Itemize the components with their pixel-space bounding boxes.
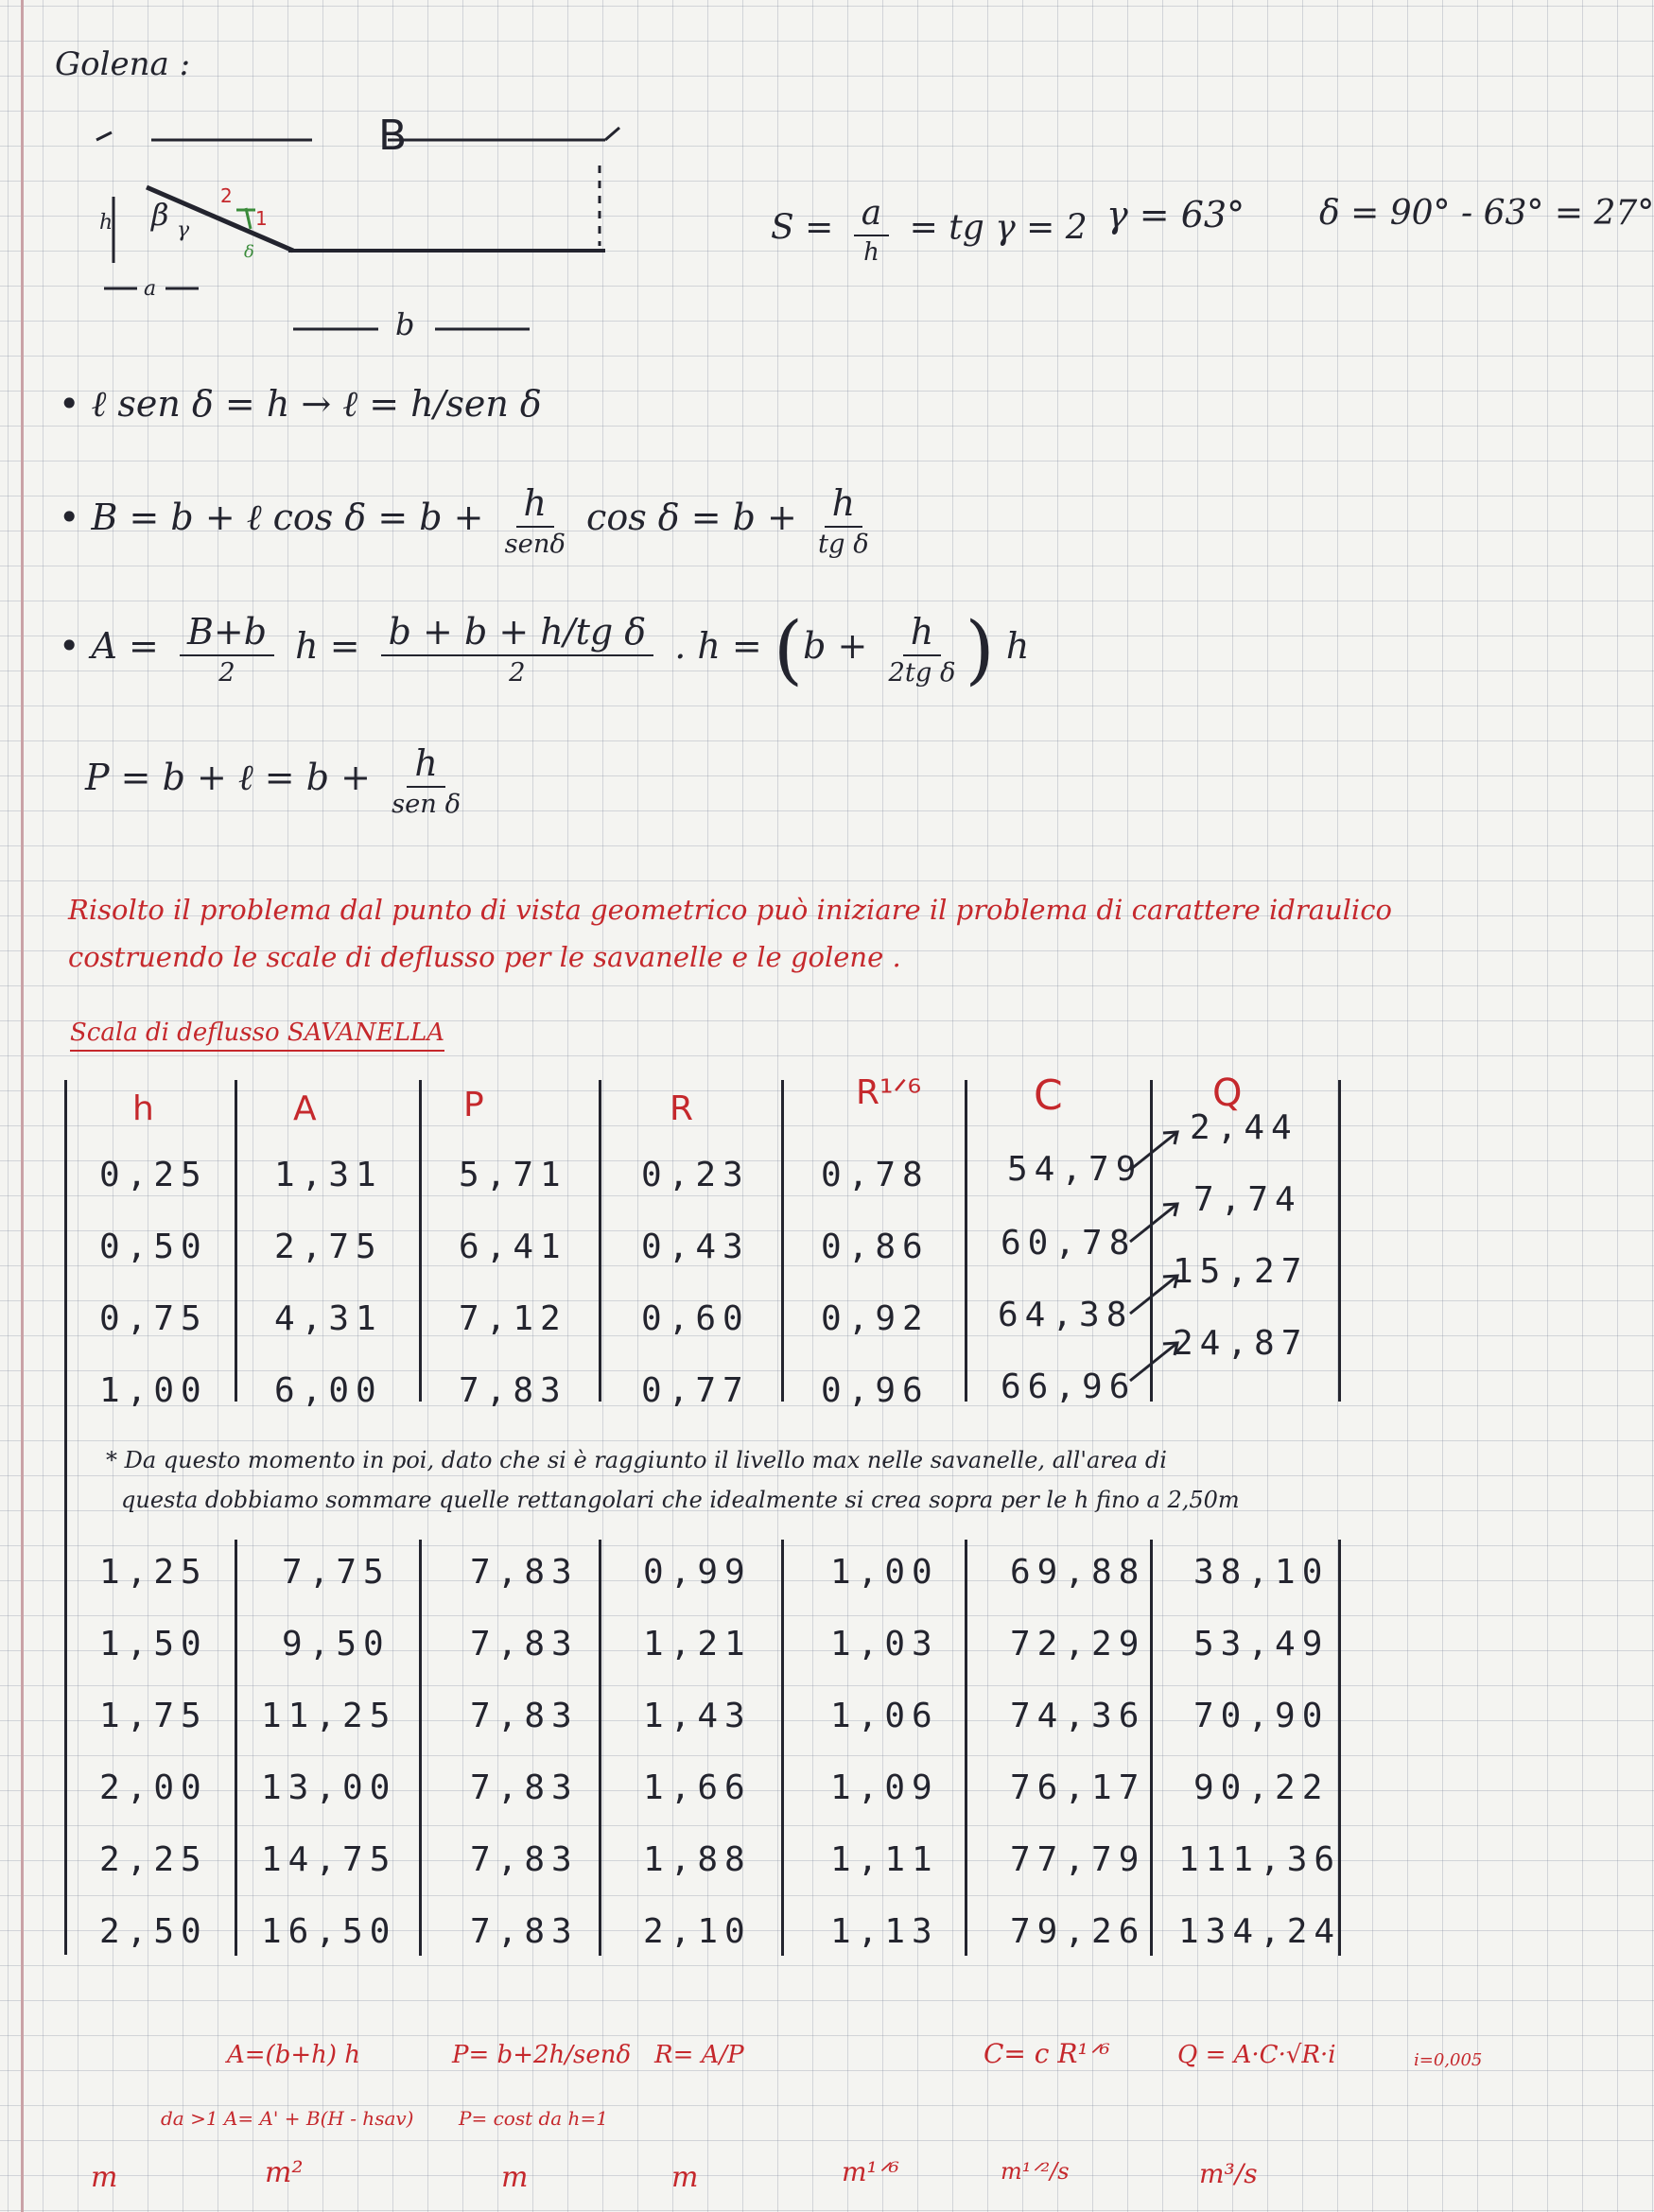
cell-r8-P: 7,83 [470, 1840, 579, 1879]
formula-A-frac2 [381, 611, 653, 688]
diagram-label-b: b [395, 306, 415, 342]
unit-R: m [671, 2161, 699, 2194]
footer-formula-Q: Q = A·C·√R·i [1177, 2041, 1336, 2069]
table-line-4b [781, 1540, 784, 1956]
diagram-label-h: h [99, 211, 113, 235]
header-P: P [463, 1086, 484, 1124]
cell-r8-h: 2,25 [99, 1840, 208, 1879]
relation-s-den: h [863, 238, 879, 267]
cell-r9-A: 16,50 [261, 1912, 397, 1951]
table-line-4a [781, 1080, 784, 1402]
note-line-1: * Da questo momento in poi, dato che si è raggiunto il livello max nelle savanelle, all'area di [106, 1447, 1167, 1473]
footer-line2-area: da >1 A= A' + B(H - hsav) [161, 2107, 414, 2130]
footer-formula-R: R= A/P [654, 2041, 744, 2069]
table-line-6b [1150, 1540, 1153, 1956]
cell-r1-P: 6,41 [459, 1228, 567, 1266]
relation-s-fraction [854, 194, 889, 267]
cell-r0-R: 0,23 [641, 1156, 750, 1194]
table-line-2a [419, 1080, 422, 1402]
cell-r5-P: 7,83 [470, 1625, 579, 1663]
relation-s-lhs: S = [771, 208, 834, 248]
formula-A-paren-pre: b + [803, 625, 868, 667]
cell-r6-h: 1,75 [99, 1697, 208, 1735]
cell-r0-C: 54,79 [1007, 1150, 1143, 1189]
formula-A-part1: • A = [59, 625, 159, 667]
cell-r4-R: 0,99 [643, 1553, 752, 1592]
table-line-1b [235, 1540, 237, 1956]
cell-r1-R16: 0,86 [821, 1228, 930, 1266]
unit-A: m² [265, 2156, 304, 2189]
unit-Q: m³/s [1199, 2158, 1258, 2189]
cell-r9-Q: 134,24 [1178, 1912, 1342, 1951]
cell-r7-R16: 1,09 [830, 1768, 939, 1807]
unit-P: m [501, 2161, 529, 2194]
paren-close: ) [965, 605, 995, 693]
formula-B-frac2 [818, 482, 869, 559]
formula-P-frac [392, 742, 461, 819]
cell-r6-A: 11,25 [261, 1697, 397, 1735]
footer-slope-i: i=0,005 [1414, 2050, 1483, 2070]
cell-r1-C: 60,78 [1001, 1224, 1137, 1263]
notebook-margin-line [21, 0, 24, 2212]
cell-r2-R16: 0,92 [821, 1299, 930, 1338]
header-A: A [293, 1089, 317, 1128]
cell-r1-A: 2,75 [274, 1228, 383, 1266]
formula-B-den1: senδ [504, 530, 566, 559]
cell-r3-h: 1,00 [99, 1371, 208, 1410]
relation-s-rest: = tg γ = 2 [909, 208, 1088, 248]
cell-r3-C: 66,96 [1001, 1367, 1137, 1406]
cell-r6-Q: 70,90 [1193, 1697, 1330, 1735]
cell-r7-C: 76,17 [1010, 1768, 1146, 1807]
formula-B-part2: cos δ = b + [586, 496, 797, 538]
cell-r9-R16: 1,13 [830, 1912, 939, 1951]
cell-r7-P: 7,83 [470, 1768, 579, 1807]
formula-P-den: sen δ [392, 790, 461, 819]
formula-A-frac1 [180, 611, 274, 688]
cell-r9-C: 79,26 [1010, 1912, 1146, 1951]
cell-r3-P: 7,83 [459, 1371, 567, 1410]
table-line-5a [965, 1080, 967, 1402]
cell-r0-R16: 0,78 [821, 1156, 930, 1194]
table-line-1a [235, 1080, 237, 1402]
formula-A-den1: 2 [218, 658, 235, 688]
paren-open: ( [773, 605, 804, 693]
cell-r8-R: 1,88 [643, 1840, 752, 1879]
page-title: Golena : [55, 45, 191, 83]
b-arrow-left [96, 132, 112, 140]
diagram-label-a: a [144, 277, 157, 301]
table-line-7b [1338, 1540, 1341, 1956]
cell-r5-A: 9,50 [282, 1625, 391, 1663]
cell-r1-R: 0,43 [641, 1228, 750, 1266]
unit-R16: m¹ᐟ⁶ [842, 2156, 899, 2187]
note-line-2: questa dobbiamo sommare quelle rettangolari che idealmente si crea sopra per le h fino a 2,50m [121, 1487, 1240, 1513]
cell-r0-P: 5,71 [459, 1156, 567, 1194]
q-arrow-1 [1130, 1204, 1177, 1242]
section-title: Scala di deflusso SAVANELLA [70, 1019, 444, 1052]
cell-r2-P: 7,12 [459, 1299, 567, 1338]
diagram-label-gamma: γ [177, 218, 190, 242]
header-C: C [1034, 1071, 1063, 1120]
cell-r4-R16: 1,00 [830, 1553, 939, 1592]
cell-r5-R16: 1,03 [830, 1625, 939, 1663]
header-Q: Q [1212, 1071, 1243, 1115]
cell-r9-h: 2,50 [99, 1912, 208, 1951]
cell-r7-R: 1,66 [643, 1768, 752, 1807]
header-R: R [670, 1089, 694, 1128]
q-arrow-0 [1130, 1132, 1177, 1170]
table-line-0 [64, 1080, 67, 1955]
formula-A-den3: 2tg δ [888, 658, 956, 688]
cell-r8-R16: 1,11 [830, 1840, 939, 1879]
cell-r5-Q: 53,49 [1193, 1625, 1330, 1663]
formula-A-num1: B+b [180, 611, 274, 656]
unit-C: m¹ᐟ²/s [1001, 2158, 1070, 2185]
formula-A-num3: h [903, 611, 941, 656]
cell-r0-A: 1,31 [274, 1156, 383, 1194]
diagram-label-B: B [378, 112, 408, 160]
formula-A [59, 605, 1029, 693]
footer-formula-A: A=(b+h) h [227, 2041, 361, 2069]
cell-r5-h: 1,50 [99, 1625, 208, 1663]
cell-r8-A: 14,75 [261, 1840, 397, 1879]
cell-r7-h: 2,00 [99, 1768, 208, 1807]
cell-r3-A: 6,00 [274, 1371, 383, 1410]
relation-delta: δ = 90° - 63° = 27° [1319, 194, 1654, 233]
cell-r8-Q: 111,36 [1178, 1840, 1342, 1879]
cell-r5-C: 72,29 [1010, 1625, 1146, 1663]
b-arrow-right [605, 128, 619, 140]
paragraph-line-2: costruendo le scale di deflusso per le savanelle e le golene . [68, 941, 901, 973]
cell-r8-C: 77,79 [1010, 1840, 1146, 1879]
formula-A-h: h [1005, 625, 1030, 667]
relation-s [771, 194, 1088, 267]
formula-B-num2: h [825, 482, 862, 528]
table-line-2b [419, 1540, 422, 1956]
cell-r7-Q: 90,22 [1193, 1768, 1330, 1807]
cell-r9-P: 7,83 [470, 1912, 579, 1951]
relation-gamma: γ = 63° [1106, 194, 1245, 235]
cell-r2-h: 0,75 [99, 1299, 208, 1338]
q-arrow-2 [1130, 1276, 1177, 1314]
cell-r6-C: 74,36 [1010, 1697, 1146, 1735]
formula-B-part1: • B = b + ℓ cos δ = b + [59, 496, 484, 538]
cell-r4-C: 69,88 [1010, 1553, 1146, 1592]
q-top-0: 2,44 [1190, 1108, 1298, 1147]
formula-B [59, 482, 879, 559]
cell-r6-R16: 1,06 [830, 1697, 939, 1735]
relation-s-num: a [854, 194, 889, 236]
cell-r7-A: 13,00 [261, 1768, 397, 1807]
cell-r4-A: 7,75 [282, 1553, 391, 1592]
formula-B-den2: tg δ [818, 530, 869, 559]
cross-section-diagram [95, 104, 662, 350]
diagram-label-1: 1 [255, 207, 268, 230]
formula-P-part1: P = b + ℓ = b + [85, 757, 371, 798]
formula-A-den2: 2 [509, 658, 526, 688]
q-top-2: 15,27 [1173, 1252, 1309, 1291]
formula-P [85, 742, 470, 819]
cell-r2-A: 4,31 [274, 1299, 383, 1338]
formula-A-part2: h = [295, 625, 360, 667]
header-R16: R¹ᐟ⁶ [856, 1073, 922, 1112]
cell-r1-h: 0,50 [99, 1228, 208, 1266]
diagram-label-delta: δ [244, 242, 254, 262]
formula-A-frac3 [888, 611, 955, 688]
table-line-7a [1338, 1080, 1341, 1402]
formula-B-frac1 [505, 482, 566, 559]
q-top-1: 7,74 [1193, 1180, 1302, 1219]
cell-r4-h: 1,25 [99, 1553, 208, 1592]
formula-P-num: h [407, 742, 444, 788]
cell-r3-R: 0,77 [641, 1371, 750, 1410]
cell-r5-R: 1,21 [643, 1625, 752, 1663]
q-top-3: 24,87 [1173, 1324, 1309, 1363]
table-line-3a [599, 1080, 601, 1402]
cell-r6-R: 1,43 [643, 1697, 752, 1735]
cell-r6-P: 7,83 [470, 1697, 579, 1735]
formula-B-num1: h [516, 482, 554, 528]
cell-r4-Q: 38,10 [1193, 1553, 1330, 1592]
footer-formula-P: P= b+2h/senδ [452, 2041, 632, 2069]
diagram-label-2: 2 [220, 184, 233, 207]
cell-r4-P: 7,83 [470, 1553, 579, 1592]
unit-h: m [91, 2161, 118, 2194]
cell-r2-R: 0,60 [641, 1299, 750, 1338]
formula-l: • ℓ sen δ = h → ℓ = h/sen δ [59, 383, 542, 425]
footer-line2-perimeter: P= cost da h=1 [459, 2107, 608, 2130]
table-line-3b [599, 1540, 601, 1956]
table-line-5b [965, 1540, 967, 1956]
cell-r9-R: 2,10 [643, 1912, 752, 1951]
formula-A-part3: . h = [674, 625, 762, 667]
diagram-label-beta: β [151, 197, 169, 233]
cell-r0-h: 0,25 [99, 1156, 208, 1194]
footer-formula-C: C= c R¹ᐟ⁶ [984, 2038, 1110, 2069]
cell-r2-C: 64,38 [998, 1296, 1134, 1334]
paragraph-line-1: Risolto il problema dal punto di vista geometrico può iniziare il problema di carattere idraulico [68, 894, 1392, 926]
cell-r3-R16: 0,96 [821, 1371, 930, 1410]
formula-A-num2: b + b + h/tg δ [381, 611, 653, 656]
q-arrow-3 [1130, 1343, 1177, 1381]
header-h: h [132, 1089, 154, 1128]
